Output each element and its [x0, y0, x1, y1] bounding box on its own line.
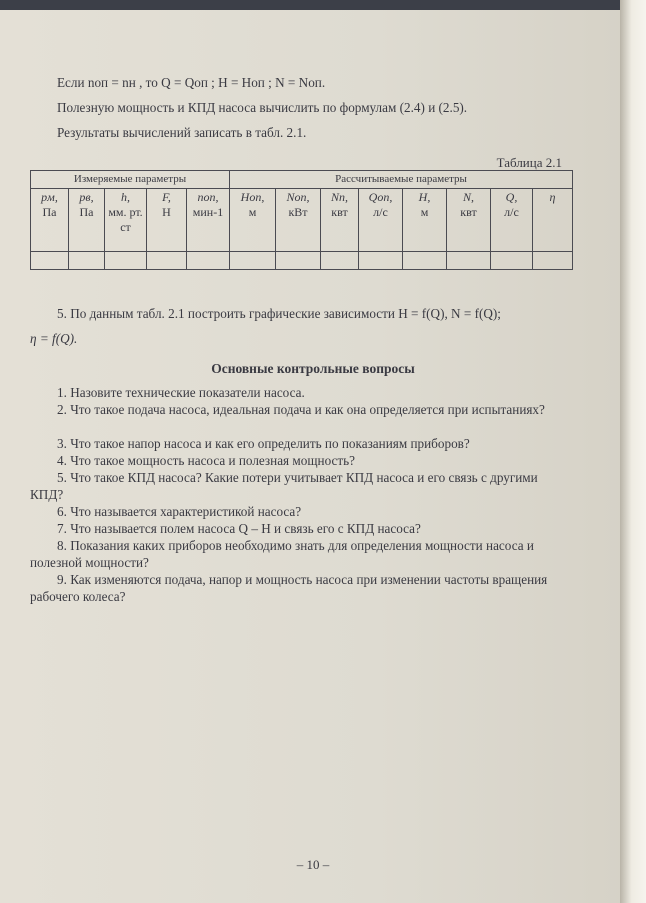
- column-header: [147, 189, 187, 252]
- column-symbol: N,: [462, 190, 474, 204]
- question-item: 9. Как изменяются подача, напор и мощность насоса при изменении частоты вращения рабочего колеса?: [30, 572, 548, 604]
- scan-top-border: [0, 0, 646, 10]
- empty-cell: [403, 252, 447, 270]
- table-caption: Таблица 2.1: [496, 155, 562, 170]
- column-symbol: H,: [418, 190, 431, 204]
- column-unit: м: [248, 205, 257, 219]
- empty-cell: [69, 252, 105, 270]
- empty-cell: [31, 252, 69, 270]
- column-symbol: Q,: [505, 190, 518, 204]
- page-edge: [620, 0, 646, 903]
- column-header: [403, 189, 447, 252]
- column-header: [533, 189, 573, 252]
- column-unit: мм. рт. ст: [108, 205, 143, 234]
- question-item: 5. Что такое КПД насоса? Какие потери учитывает КПД насоса и его связь с другими КПД?: [30, 470, 538, 502]
- column-symbol: Qоп,: [368, 190, 393, 204]
- group-calculated: Рассчитываемые параметры: [230, 171, 573, 189]
- column-header: [187, 189, 230, 252]
- column-unit: мин-1: [192, 205, 224, 219]
- question-item: 6. Что называется характеристикой насоса?: [57, 504, 302, 519]
- empty-cell: [187, 252, 230, 270]
- question-item: 4. Что такое мощность насоса и полезная мощность?: [57, 453, 355, 468]
- column-header: [69, 189, 105, 252]
- page-number: – 10 –: [296, 857, 330, 872]
- intro-line-1: Если nоп = nн , то Q = Qоп ; H = Hоп ; N = Nоп.: [57, 75, 326, 90]
- column-symbol: F,: [162, 190, 171, 204]
- question-item: 3. Что такое напор насоса и как его определить по показаниям приборов?: [57, 436, 470, 451]
- empty-cell: [447, 252, 491, 270]
- question-item: 1. Назовите технические показатели насоса.: [57, 385, 305, 400]
- step-5-line-1: 5. По данным табл. 2.1 построить графические зависимости H = f(Q), N = f(Q);: [57, 306, 501, 321]
- column-header: [491, 189, 533, 252]
- column-symbol: Nоп,: [286, 190, 310, 204]
- results-table: [30, 170, 573, 270]
- intro-line-3: Результаты вычислений записать в табл. 2.1.: [57, 125, 307, 140]
- column-symbol: Hоп,: [240, 190, 265, 204]
- column-unit: Па: [79, 205, 94, 219]
- column-symbol: nоп,: [197, 190, 219, 204]
- column-unit: л/с: [373, 205, 388, 219]
- empty-cell: [359, 252, 403, 270]
- column-symbol: pм,: [41, 190, 58, 204]
- column-header: [447, 189, 491, 252]
- empty-cell: [105, 252, 147, 270]
- column-symbol: pв,: [79, 190, 94, 204]
- column-unit: Па: [42, 205, 57, 219]
- column-symbol: h,: [121, 190, 130, 204]
- column-unit: кВт: [288, 205, 308, 219]
- column-header: [105, 189, 147, 252]
- empty-cell: [276, 252, 321, 270]
- column-header: [230, 189, 276, 252]
- empty-cell: [147, 252, 187, 270]
- empty-cell: [491, 252, 533, 270]
- column-unit: квт: [331, 205, 348, 219]
- section-heading: Основные контрольные вопросы: [211, 361, 415, 376]
- column-unit: м: [420, 205, 429, 219]
- question-item: 7. Что называется полем насоса Q – H и связь его с КПД насоса?: [57, 521, 421, 536]
- intro-line-2: Полезную мощность и КПД насоса вычислить по формулам (2.4) и (2.5).: [57, 100, 468, 115]
- empty-cell: [321, 252, 359, 270]
- step-5-line-2: η = f(Q).: [30, 331, 78, 346]
- empty-cell: [230, 252, 276, 270]
- column-unit: квт: [460, 205, 477, 219]
- column-unit: Н: [162, 205, 171, 219]
- question-item: 8. Показания каких приборов необходимо знать для определения мощности насоса и полезной мощности?: [30, 538, 534, 570]
- question-item: 2. Что такое подача насоса, идеальная подача и как она определяется при испытаниях?: [57, 402, 545, 417]
- column-symbol: Nп,: [330, 190, 348, 204]
- column-header: [321, 189, 359, 252]
- group-measured: Измеряемые параметры: [31, 171, 230, 189]
- column-symbol: η: [549, 190, 556, 204]
- column-header: [31, 189, 69, 252]
- empty-cell: [533, 252, 573, 270]
- column-unit: л/с: [504, 205, 519, 219]
- column-header: [359, 189, 403, 252]
- column-header: [276, 189, 321, 252]
